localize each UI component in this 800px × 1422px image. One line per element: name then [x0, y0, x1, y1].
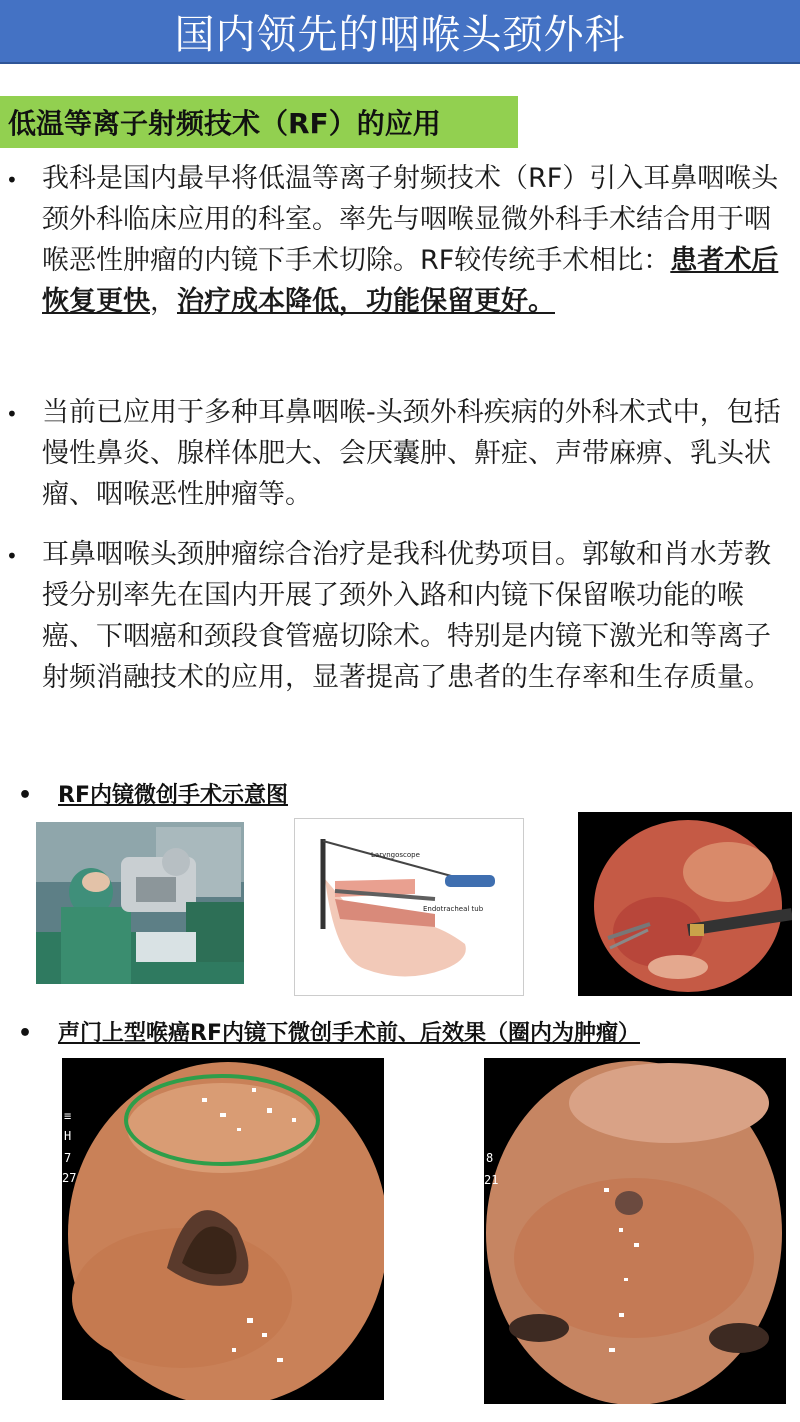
- overlay-mark: 21: [484, 1173, 499, 1187]
- overlay-mark: ≡: [64, 1109, 72, 1123]
- caption-dot: •: [18, 1021, 33, 1046]
- section-title: 低温等离子射频技术（RF）的应用: [8, 107, 441, 140]
- overlay-mark: 7: [64, 1151, 72, 1165]
- bullet-emphasis-recovery: 患者术后恢复更快: [42, 245, 779, 317]
- caption-text: 声门上型喉癌RF内镜下微创手术前、后效果（圈内为肿瘤）: [58, 1021, 640, 1046]
- label-laryngoscope: Laryngoscope: [371, 851, 420, 859]
- endoscopic-before-image: [62, 1058, 384, 1400]
- surgery-scene-image: [36, 822, 244, 984]
- bullet-dot: •: [6, 402, 18, 426]
- schematic-diagram: [294, 818, 524, 996]
- page-title: 国内领先的咽喉头颈外科: [174, 11, 626, 58]
- bullet-plain-text: 我科是国内最早将低温等离子射频技术（RF）引入耳鼻咽喉头颈外科临床应用的科室。率先与咽喉显微外科手术结合用于咽喉恶性肿瘤的内镜下手术切除。RF较传统手术相比：: [42, 163, 779, 276]
- endoscopic-view-image: [578, 812, 792, 996]
- caption-before-after: [18, 1016, 640, 1047]
- overlay-mark: 8: [486, 1151, 494, 1165]
- label-endotracheal-tube: Endotracheal tub: [423, 905, 484, 913]
- endoscopic-after-image: [484, 1058, 786, 1404]
- bullet-dot: •: [6, 544, 18, 568]
- page-banner: [0, 0, 800, 64]
- bullet-separator: ，: [150, 286, 177, 317]
- bullet-text: 当前已应用于多种耳鼻咽喉-头颈外科疾病的外科术式中，包括慢性鼻炎、腺样体肥大、会厌囊肿、鼾症、声带麻痹、乳头状瘤、咽喉恶性肿瘤等。: [42, 397, 781, 510]
- section-heading: [0, 96, 518, 148]
- bullet-text: [42, 158, 782, 322]
- caption-dot: •: [18, 783, 33, 808]
- laryngoscope-schematic-image: [295, 819, 523, 995]
- bullet-dot: •: [6, 168, 18, 192]
- surgery-photo: [36, 822, 244, 984]
- after-surgery-photo: [484, 1058, 786, 1404]
- bullet-emphasis-cost: 治疗成本降低，功能保留更好。: [177, 286, 555, 317]
- overlay-mark: H: [64, 1129, 72, 1143]
- caption-text: RF内镜微创手术示意图: [58, 783, 288, 808]
- before-surgery-photo: [62, 1058, 384, 1400]
- overlay-mark: 27: [62, 1171, 77, 1185]
- endoscope-photo: [578, 812, 792, 996]
- bullet-text: 耳鼻咽喉头颈肿瘤综合治疗是我科优势项目。郭敏和肖水芳教授分别率先在国内开展了颈外入路和内镜下保留喉功能的喉癌、下咽癌和颈段食管癌切除术。特别是内镜下激光和等离子射频消融技术的应用，显著提高了患者的生存率和生存质量。: [42, 539, 771, 693]
- caption-rf-diagram: [18, 778, 288, 809]
